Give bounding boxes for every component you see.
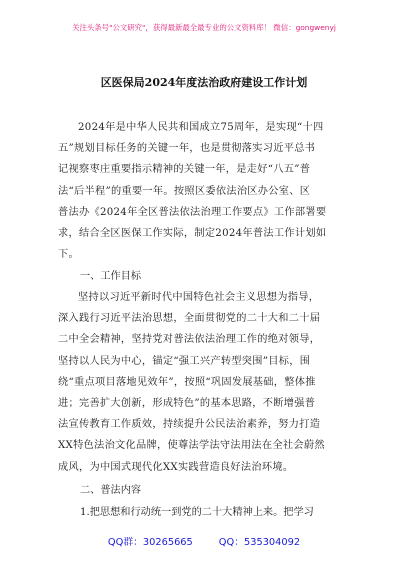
goals-line: XX特色法治文化品牌，使尊法学法守法用法在全社会蔚然 (58, 440, 325, 452)
intro-line: 下。 (58, 249, 79, 261)
goals-line: 绕“重点项目落地见效年”，按照“巩固发展基础，整体推 (58, 376, 316, 388)
goals-line: 坚持以人民为中心，锚定“强工兴产转型突围”目标，围 (58, 355, 311, 367)
intro-line: 求，结合全区医保工作实际，制定2024年普法工作计划如 (58, 228, 327, 240)
goals-line: 法宣传教育工作质效，持续提升公民法治素养，努力打造 (58, 419, 321, 431)
document-title: 区医保局2024年度法治政府建设工作计划 (100, 76, 308, 89)
footer-contact (0, 534, 408, 548)
section-heading-content: 二、普法内容 (80, 485, 142, 496)
intro-line: 2024年是中华人民共和国成立75周年，是实现“十四 (78, 122, 324, 133)
goals-line: 成风，为中国式现代化XX实践营造良好法治环境。 (58, 461, 294, 473)
goals-line: 坚持以习近平新时代中国特色社会主义思想为指导， (78, 292, 320, 303)
intro-line: 记视察枣庄重要指示精神的关键一年，是走好“八五”普 (58, 164, 311, 176)
intro-line: 普法办《2024年全区普法依法治理工作要点》工作部署要 (58, 206, 327, 218)
goals-paragraph (58, 287, 350, 478)
intro-line: 法“后半程”的重要一年。按照区委依法治区办公室、区 (58, 185, 311, 197)
footer-qq-group: QQ群：30265665 (107, 537, 193, 548)
content-item-1: 1.把思想和行动统一到党的二十大精神上来。把学习 (80, 507, 314, 518)
section-heading-goals: 一、工作目标 (80, 271, 142, 282)
intro-paragraph (58, 117, 350, 265)
intro-line: 五”规划目标任务的关键一年，也是贯彻落实习近平总书 (58, 143, 316, 155)
header-banner: 关注头条号"公文研究"，获得最新最全最专业的公文资料库！ 微信：gongwenyj (72, 23, 336, 32)
goals-line: 进；完善扩大创新，形成特色”的基本思路，不断增强普 (58, 398, 316, 410)
goals-line: 深入践行习近平法治思想，全面贯彻党的二十大和二十届 (58, 313, 321, 325)
footer-qq-number: QQ：535304092 (218, 537, 301, 548)
goals-line: 二中全会精神，坚持党对普法依法治理工作的绝对领导， (58, 334, 321, 346)
